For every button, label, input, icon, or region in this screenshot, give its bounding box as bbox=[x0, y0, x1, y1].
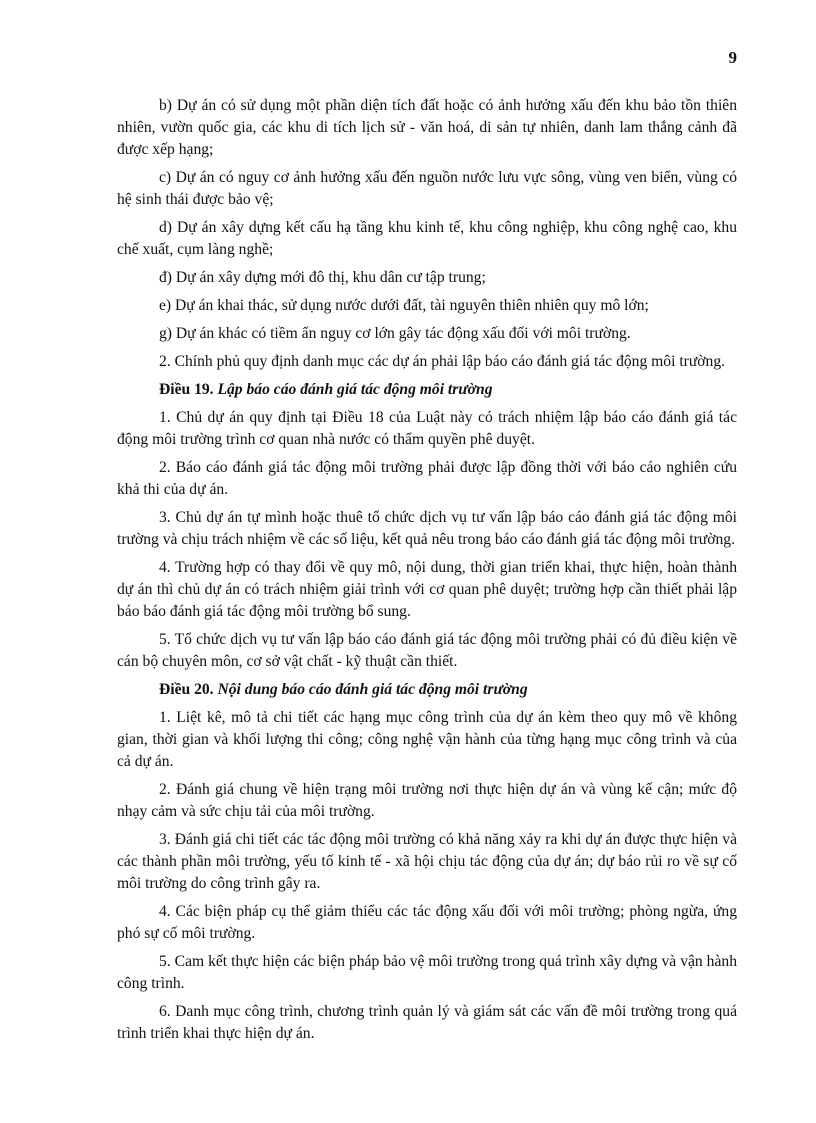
article20-clause-3: 3. Đánh giá chi tiết các tác động môi trường có khả năng xảy ra khi dự án được thực hiện và các thành phần môi trường, yếu tố kinh tế - xã hội chịu tác động của dự án; dự báo rủi ro về sự cố môi trường do công trình gây ra. bbox=[117, 831, 737, 892]
article19-clause-2: 2. Báo cáo đánh giá tác động môi trường phải được lập đồng thời với báo cáo nghiên cứu khả thi của dự án. bbox=[117, 459, 737, 498]
article20-clause-2: 2. Đánh giá chung về hiện trạng môi trường nơi thực hiện dự án và vùng kế cận; mức độ nhạy cảm và sức chịu tải của môi trường. bbox=[117, 781, 737, 820]
clause-g: g) Dự án khác có tiềm ẩn nguy cơ lớn gây tác động xấu đối với môi trường. bbox=[159, 325, 631, 342]
article-19-label: Điều 19. bbox=[159, 381, 214, 398]
clause-d: d) Dự án xây dựng kết cấu hạ tầng khu kinh tế, khu công nghiệp, khu công nghệ cao, khu chế xuất, cụm làng nghề; bbox=[117, 219, 737, 258]
article20-clause-6: 6. Danh mục công trình, chương trình quản lý và giám sát các vấn đề môi trường trong quá trình triển khai thực hiện dự án. bbox=[117, 1003, 737, 1042]
article19-clause-5: 5. Tổ chức dịch vụ tư vấn lập báo cáo đánh giá tác động môi trường phải có đủ điều kiện về cán bộ chuyên môn, cơ sở vật chất - kỹ thuật cần thiết. bbox=[117, 631, 737, 670]
article-19-heading bbox=[117, 379, 737, 401]
article20-clause-1: 1. Liệt kê, mô tả chi tiết các hạng mục công trình của dự án kèm theo quy mô về không gian, thời gian và khối lượng thi công; công nghệ vận hành của từng hạng mục công trình và của cả dự án. bbox=[117, 709, 737, 770]
article-20-heading bbox=[117, 679, 737, 701]
article19-clause-1: 1. Chủ dự án quy định tại Điều 18 của Luật này có trách nhiệm lập báo cáo đánh giá tác động môi trường trình cơ quan nhà nước có thẩm quyền phê duyệt. bbox=[117, 409, 737, 448]
clause-b: b) Dự án có sử dụng một phần diện tích đất hoặc có ảnh hưởng xấu đến khu bảo tồn thiên nhiên, vườn quốc gia, các khu di tích lịch sử - văn hoá, di sản tự nhiên, danh lam thắng cảnh đã được xếp hạng; bbox=[117, 97, 737, 158]
article19-clause-3: 3. Chủ dự án tự mình hoặc thuê tổ chức dịch vụ tư vấn lập báo cáo đánh giá tác động môi trường và chịu trách nhiệm về các số liệu, kết quả nêu trong báo cáo đánh giá tác động môi trường. bbox=[117, 509, 737, 548]
clause-dd: đ) Dự án xây dựng mới đô thị, khu dân cư tập trung; bbox=[159, 269, 486, 286]
article-20-label: Điều 20. bbox=[159, 681, 214, 698]
article-19-title: Lập báo cáo đánh giá tác động môi trường bbox=[217, 381, 493, 398]
clause-e: e) Dự án khai thác, sử dụng nước dưới đất, tài nguyên thiên nhiên quy mô lớn; bbox=[159, 297, 649, 314]
page-number: 9 bbox=[728, 48, 737, 67]
article20-clause-5: 5. Cam kết thực hiện các biện pháp bảo vệ môi trường trong quá trình xây dựng và vận hành công trình. bbox=[117, 953, 737, 992]
article19-clause-4: 4. Trường hợp có thay đổi về quy mô, nội dung, thời gian triển khai, thực hiện, hoàn thành dự án thì chủ dự án có trách nhiệm giải trình với cơ quan phê duyệt; trường hợp cần thiết phải lập báo báo đánh giá tác động môi trường bổ sung. bbox=[117, 559, 737, 620]
article18-clause-2: 2. Chính phủ quy định danh mục các dự án phải lập báo cáo đánh giá tác động môi trường. bbox=[159, 353, 726, 370]
document-body bbox=[117, 95, 737, 1051]
clause-c: c) Dự án có nguy cơ ảnh hưởng xấu đến nguồn nước lưu vực sông, vùng ven biển, vùng có hệ sinh thái được bảo vệ; bbox=[117, 169, 737, 208]
article20-clause-4: 4. Các biện pháp cụ thể giảm thiểu các tác động xấu đối với môi trường; phòng ngừa, ứng phó sự cố môi trường. bbox=[117, 903, 737, 942]
article-20-title: Nội dung báo cáo đánh giá tác động môi trường bbox=[217, 681, 528, 698]
